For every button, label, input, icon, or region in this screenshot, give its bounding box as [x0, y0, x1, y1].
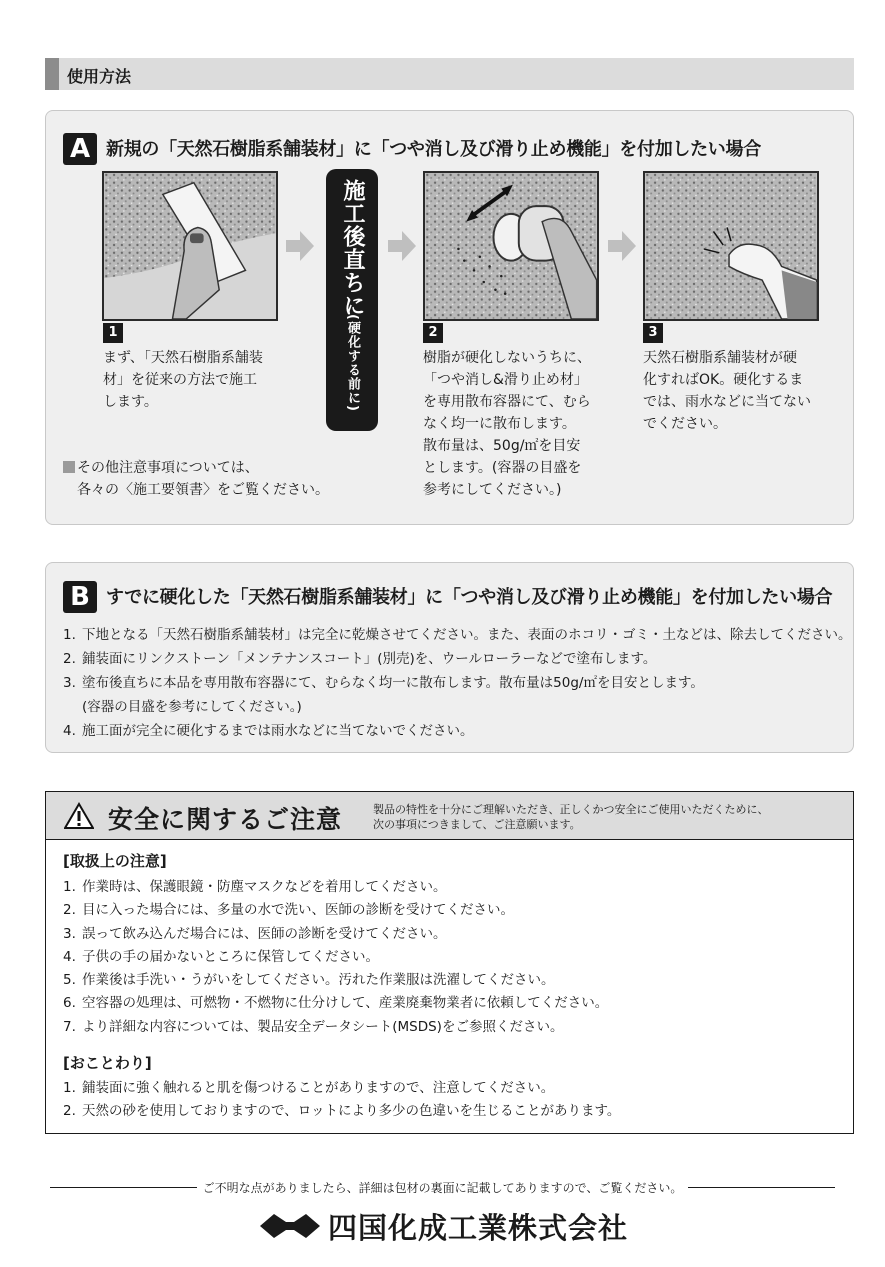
disclaimer-title: [おことわり] — [63, 1054, 152, 1072]
item-number: 3. — [63, 925, 76, 942]
item-text: 作業後は手洗い・うがいをしてください。汚れた作業服は洗濯してください。 — [82, 972, 555, 989]
apply-immediately-main: 施工後直ちに — [340, 179, 365, 317]
step2-illustration — [423, 171, 599, 321]
panel-a — [45, 110, 854, 525]
section-header-bar — [45, 58, 59, 90]
company-logo — [260, 1206, 640, 1246]
list-item — [63, 969, 608, 992]
note-line-2: 各々の〈施工要領書〉をご覧ください。 — [77, 482, 329, 498]
step1-illustration — [102, 171, 278, 321]
disclaimer-list — [63, 1077, 620, 1124]
footer-note-text: ご不明な点がありましたら、詳細は包材の裏面に記載してありますので、ご覧ください。 — [197, 1181, 689, 1195]
item-text: 施工面が完全に硬化するまでは雨水などに当てないでください。 — [82, 723, 474, 739]
list-item — [63, 1100, 620, 1123]
item-number: 4. — [63, 723, 76, 739]
item-text: 天然の砂を使用しておりますので、ロットにより多少の色違いを生じることがあります。 — [82, 1103, 621, 1120]
step1-number: 1 — [103, 323, 123, 343]
item-number: 3. — [63, 675, 76, 691]
arrow-right-icon — [388, 231, 416, 261]
section-header — [45, 58, 854, 90]
panel-b-badge: B — [63, 581, 97, 613]
safety-title: 安全に関するご注意 — [108, 805, 343, 834]
safety-header — [46, 792, 853, 840]
panel-a-title: 新規の「天然石樹脂系舗装材」に「つや消し及び滑り止め機能」を付加したい場合 — [106, 139, 761, 160]
panel-b — [45, 562, 854, 753]
warning-icon — [64, 802, 94, 830]
item-number: 7. — [63, 1018, 76, 1035]
step1-text: まず、「天然石樹脂系舗装 材」を従来の方法で施工 します。 — [103, 350, 263, 410]
list-item — [63, 647, 852, 671]
handling-list — [63, 876, 608, 1039]
item-text: 鋪装面にリンクストーン「メンテナンスコート」(別売)を、ウールローラーなどで塗布します。 — [82, 651, 657, 667]
item-number: 1. — [63, 1080, 76, 1096]
safety-box — [45, 791, 854, 1134]
step3-number: 3 — [643, 323, 663, 343]
item-text: 目に入った場合には、多量の水で洗い、医師の診断を受けてください。 — [82, 902, 514, 919]
list-item — [63, 876, 608, 899]
list-item — [63, 899, 608, 922]
item-number: 1. — [63, 627, 76, 643]
footer-note — [0, 1179, 885, 1196]
note-line-1: その他注意事項については、 — [77, 460, 259, 476]
item-text: 誤って飲み込んだ場合には、医師の診断を受けてください。 — [82, 925, 447, 942]
item-number: 1. — [63, 879, 76, 895]
step3-illustration — [643, 171, 819, 321]
arrow-right-icon — [286, 231, 314, 261]
company-name: 四国化成工業株式会社 — [328, 1211, 629, 1245]
item-number: 4. — [63, 948, 76, 965]
item-text: 下地となる「天然石樹脂系舗装材」は完全に乾燥させてください。また、表面のホコリ・ゴミ・土などは、除去してください。 — [82, 627, 852, 643]
item-text: 鋪装面に強く触れると肌を傷つけることがありますので、注意してください。 — [82, 1080, 555, 1096]
panel-a-badge: A — [63, 133, 97, 165]
apply-immediately-sub: (硬化する前に) — [345, 314, 360, 412]
list-item — [63, 992, 608, 1015]
arrow-right-icon — [608, 231, 636, 261]
item-number: 2. — [63, 651, 76, 667]
panel-b-list — [63, 623, 852, 743]
list-item — [63, 671, 852, 695]
section-title: 使用方法 — [67, 67, 132, 86]
item-number: 5. — [63, 972, 76, 989]
item-text: より詳細な内容については、製品安全データシート(MSDS)をご参照ください。 — [82, 1018, 564, 1035]
list-item — [63, 923, 608, 946]
item-text: 空容器の処理は、可燃物・不燃物に仕分けして、産業廃棄物業者に依頼してください。 — [82, 995, 609, 1012]
bullet-square-icon — [63, 461, 75, 473]
list-item — [63, 946, 608, 969]
apply-immediately-label — [326, 169, 378, 431]
item-text: 塗布後直ちに本品を専用散布容器にて、むらなく均一に散布します。散布量は50g/㎡を目安とします。 — [82, 675, 704, 691]
item-text: 作業時は、保護眼鏡・防塵マスクなどを着用してください。 — [82, 879, 447, 895]
list-item — [63, 1016, 608, 1039]
item-text: 子供の手の届かないところに保管してください。 — [82, 948, 379, 965]
panel-b-title: すでに硬化した「天然石樹脂系舗装材」に「つや消し及び滑り止め機能」を付加したい場合 — [106, 587, 833, 608]
step3-text: 天然石樹脂系舗装材が硬 化すればOK。硬化するま では、雨水などに当てない でください。 — [643, 350, 811, 432]
step2-number: 2 — [423, 323, 443, 343]
step2-text: 樹脂が硬化しないうちに、 「つや消し&滑り止め材」 を専用散布容器にて、むら なく均一に散布します。 散布量は、50g/㎡を目安 とします。(容器の目盛を 参考にしてください。) — [423, 350, 591, 498]
company-logo-mark — [260, 1210, 320, 1242]
safety-description: 製品の特性を十分にご理解いただき、正しくかつ安全にご使用いただくために、 次の事項につきまして、ご注意願います。 — [373, 803, 769, 831]
list-item — [63, 1077, 620, 1100]
other-notes — [63, 457, 329, 501]
list-item-continuation: (容器の目盛を参考にしてください。) — [82, 699, 302, 715]
list-item — [63, 623, 852, 647]
item-number: 2. — [63, 902, 76, 919]
handling-title: [取扱上の注意] — [63, 852, 167, 870]
item-number: 6. — [63, 995, 76, 1012]
item-number: 2. — [63, 1103, 76, 1120]
list-item — [63, 719, 852, 743]
